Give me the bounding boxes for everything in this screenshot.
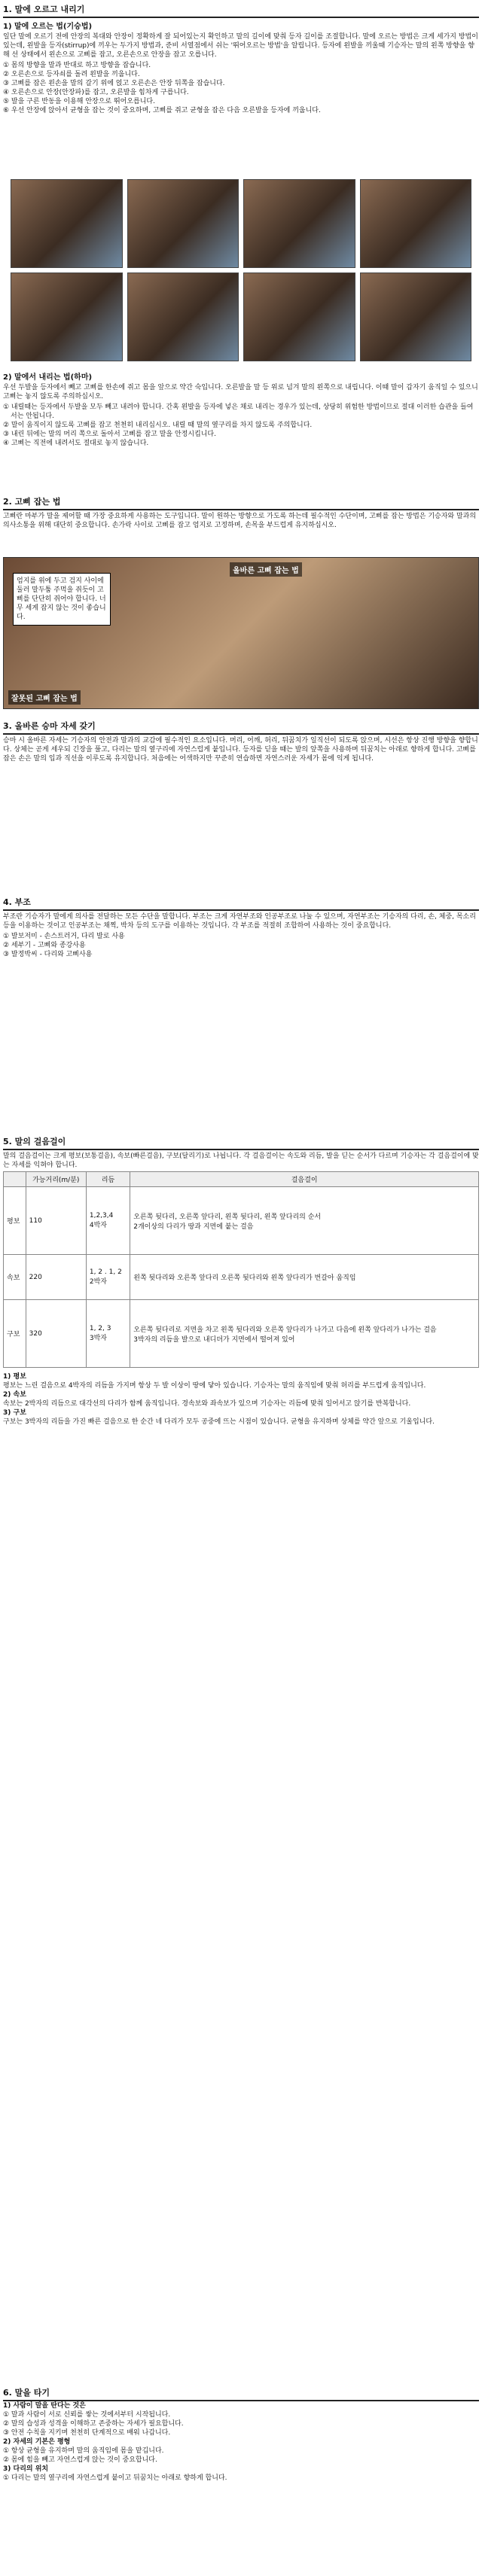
gaits-paragraph: 말의 걸음걸이는 크게 평보(보통걸음), 속보(빠른걸음), 구보(달리기)로 나뉩니다. 각 걸음걸이는 속도와 리듬, 발을 딛는 순서가 다르며 기승자는 각 걸음걸이에 맞는 자세를 익혀야 합니다.: [3, 1153, 479, 1169]
section-aids: [3, 896, 479, 959]
mount-step-photo: [11, 273, 123, 361]
list-item: ③ 고삐를 잡은 왼손을 말의 갈기 위에 얹고 오른손은 안장 뒤쪽을 잡습니다.: [3, 80, 225, 87]
aids-list: [3, 932, 479, 959]
mount-step-photo: [127, 273, 239, 361]
gait-name: 속보: [4, 1255, 26, 1300]
list-item: ③ 내린 뒤에는 말의 머리 쪽으로 돌아서 고삐를 잡고 말을 안정시킵니다.: [3, 431, 216, 438]
list-item: ② 세부기 - 고삐와 종강사용: [3, 942, 86, 949]
table-header: 가능거리(m/분): [26, 1172, 86, 1187]
list-item: 구보는 3박자의 리듬을 가진 빠른 걸음으로 한 순간 네 다리가 모두 공중에 뜨는 시점이 있습니다. 균형을 유지하며 상체를 약간 앞으로 기울입니다.: [3, 1418, 435, 1426]
mount-heading: 1) 말에 오르는 법(기승법): [3, 23, 93, 31]
mount-step-photo: [127, 179, 239, 268]
correct-grip-caption: 올바른 고삐 잡는 법: [230, 562, 302, 577]
list-item: ④ 고삐는 직전에 내려서도 절대로 놓지 않습니다.: [3, 440, 149, 447]
gait-table: [3, 1171, 479, 1368]
gait-rhythm: 1, 2, 3 3박자: [86, 1300, 130, 1368]
list-item: ① 발보저미 - 손스트러거, 다리 발로 사용: [3, 933, 125, 940]
section-reins: [3, 495, 479, 531]
table-header-row: [4, 1172, 479, 1187]
gait-description: 오른쪽 뒷다리, 오른쪽 앞다리, 왼쪽 뒷다리, 왼쪽 앞다리의 순서 2개이상의 다리가 땅과 지면에 붙는 걸음: [130, 1187, 479, 1255]
reins-callout: 엄지를 위에 두고 검지 사이에 둘러 말두툼 주먹을 쥐듯이 고삐를 단단히 쥐어야 합니다. 너무 세게 잡지 않는 것이 좋습니다.: [13, 573, 111, 626]
section-gaits: [3, 1135, 479, 1427]
list-item: ③ 안전 수칙을 지키며 천천히 단계적으로 배워 나갑니다.: [3, 2429, 171, 2437]
gait-rhythm: 1, 2 . 1, 2 2박자: [86, 1255, 130, 1300]
gait-description: 왼쪽 뒷다리와 오른쪽 앞다리 오른쪽 뒷다리와 왼쪽 앞다리가 번갈아 움직임: [130, 1255, 479, 1300]
section-title: 1. 말에 오르고 내리기: [3, 3, 479, 18]
section-title: 4. 부조: [3, 896, 479, 911]
list-item: 속보는 2박자의 리듬으로 대각선의 다리가 함께 움직입니다. 경속보와 좌속보가 있으며 기승자는 리듬에 맞춰 일어서고 앉기를 반복합니다.: [3, 1400, 411, 1408]
list-item: ④ 오른손으로 안장(안장파)를 잡고, 오른발을 힘차게 구릅니다.: [3, 89, 189, 96]
table-header: [4, 1172, 26, 1187]
gait-speed: 220: [26, 1255, 86, 1300]
dismount-heading: 2) 말에서 내리는 법(하마): [3, 373, 93, 382]
section-title: 6. 말을 타기: [3, 2386, 479, 2401]
list-item: ⑤ 발을 구른 반동을 이용해 안장으로 뛰어오릅니다.: [3, 98, 155, 105]
list-item: ② 말이 움직이지 않도록 고삐를 잡고 천천히 내리십시오. 내릴 때 말의 옆구리를 차지 않도록 주의합니다.: [3, 422, 313, 429]
section-title: 5. 말의 걸음걸이: [3, 1135, 479, 1150]
mount-paragraph: 일단 말에 오르기 전에 안장의 복대와 안장이 정확하게 잘 되어있는지 확인하고 말의 길이에 맞춰 등자 길이를 조절합니다. 말에 오르는 방법은 크게 세가지 방법이 있는데, 왼발을 등자(stirrup)에 끼우는 두가지 방법과, 준비 서열점에서 쉬는 '뛰어오르는 방법'을 알립니다. 등자에 왼발을 끼울때 기승자는 말의 왼쪽 방향을 향해 선 상태에서 왼손으로 고삐를 잡고, 오른손으로 안장을 잡고 오릅니다.: [3, 33, 478, 59]
gait-name: 구보: [4, 1300, 26, 1368]
section-posture: [3, 720, 479, 765]
mount-step-photo: [360, 179, 472, 268]
list-item: ① 다리는 말의 옆구리에 자연스럽게 붙이고 뒤꿈치는 아래로 향하게 합니다.: [3, 2474, 227, 2482]
section-riding: [3, 2386, 479, 2483]
list-item: 1) 평보: [3, 1373, 26, 1381]
riding-list: [3, 2401, 479, 2483]
list-item: ③ 발정박씨 - 다리와 고삐사용: [3, 951, 93, 958]
list-item: 평보는 느린 걸음으로 4박자의 리듬을 가지며 항상 두 발 이상이 땅에 닿아 있습니다. 기승자는 말의 움직임에 맞춰 허리를 부드럽게 움직입니다.: [3, 1382, 426, 1390]
list-item: ① 내릴때는 등자에서 두발을 모두 빼고 내려야 합니다. 간혹 왼발을 등자에 넣은 채로 내리는 경우가 있는데, 상당히 위험한 방법이므로 절대 이러한 습관을 들여서는 안됩니다.: [3, 403, 474, 420]
list-item: ⑥ 우선 안장에 앉아서 균형을 잡는 것이 중요하며, 고삐를 쥐고 균형을 잡은 다음 오른발을 등자에 끼웁니다.: [3, 107, 321, 114]
mount-step-photo: [243, 273, 355, 361]
gait-speed: 110: [26, 1187, 86, 1255]
list-item: ① 몸의 방향을 말과 반대로 하고 방향을 잡습니다.: [3, 62, 151, 69]
mount-step-photo: [360, 273, 472, 361]
section-title: 2. 고삐 잡는 법: [3, 495, 479, 510]
table-row: [4, 1300, 479, 1368]
list-item: ② 오른손으로 등자쇠를 돌려 왼발을 끼웁니다.: [3, 71, 140, 78]
list-item: 1) 사람이 말을 탄다는 것은: [3, 2402, 86, 2410]
list-item: 3) 구보: [3, 1409, 26, 1417]
dismount-paragraph: 우선 두발을 등자에서 빼고 고삐를 한손에 쥐고 몸을 앞으로 약간 숙입니다. 오른발을 말 등 위로 넘겨 말의 왼쪽으로 내립니다. 이때 말이 갑자기 움직일 수 있으니 고삐는 놓지 않도록 주의하십시오.: [3, 384, 478, 400]
aids-paragraph: 부조란 기승자가 말에게 의사를 전달하는 모든 수단을 말합니다. 부조는 크게 자연부조와 인공부조로 나눌 수 있으며, 자연부조는 기승자의 다리, 손, 체중, 목소리 등을 이용하는 것이고 인공부조는 채찍, 박차 등의 도구를 이용하는 것입니다. 각 부조를 적절히 조합하여 사용하는 것이 중요합니다.: [3, 913, 476, 930]
mounting-photo-grid: [11, 179, 471, 361]
section-mounting: [3, 3, 479, 115]
list-item: ② 말의 습성과 성격을 이해하고 존중하는 자세가 필요합니다.: [3, 2420, 184, 2428]
list-item: ② 몸에 힘을 빼고 자연스럽게 앉는 것이 중요합니다.: [3, 2456, 157, 2464]
table-header: 리듬: [86, 1172, 130, 1187]
gait-speed: 320: [26, 1300, 86, 1368]
dismount-steps: [3, 403, 479, 448]
reins-photo: [3, 557, 479, 709]
gait-description: 오른쪽 뒷다리로 지면을 차고 왼쪽 뒷다리와 오른쪽 앞다리가 나가고 다음에 왼쪽 앞다리가 나가는 걸음 3박자의 리듬을 발으로 내디뎌가 지면에서 떨어져 있어: [130, 1300, 479, 1368]
list-item: 3) 다리의 위치: [3, 2465, 49, 2473]
list-item: 2) 속보: [3, 1391, 26, 1399]
list-item: ① 항상 균형을 유지하며 말의 움직임에 몸을 맡깁니다.: [3, 2447, 164, 2455]
posture-paragraph: 승마 시 올바른 자세는 기승자의 안전과 말과의 교감에 필수적인 요소입니다. 머리, 어깨, 허리, 뒤꿈치가 일직선이 되도록 앉으며, 시선은 항상 진행 방향을 향합니다. 상체는 곧게 세우되 긴장을 풀고, 다리는 말의 옆구리에 자연스럽게 붙입니다. 등자를 딛을 때는 발의 앞쪽을 사용하며 뒤꿈치는 아래로 향하게 합니다. 고삐를 잡은 손은 말의 입과 직선을 이루도록 유지합니다. 처음에는 어색하지만 꾸준히 연습하면 자연스러운 자세가 몸에 익게 됩니다.: [3, 737, 478, 763]
reins-paragraph: 고삐란 마부가 말을 제어할 때 가장 중요하게 사용하는 도구입니다. 말이 원하는 방향으로 가도록 하는데 필수적인 수단이며, 고삐를 잡는 방법은 기승자와 말과의 의사소통을 위해 대단히 중요합니다. 손가락 사이로 고삐를 잡고 엄지로 고정하며, 손목을 부드럽게 유지하십시오.: [3, 513, 477, 529]
list-item: 2) 자세의 기본은 평형: [3, 2438, 71, 2446]
wrong-grip-caption: 잘못된 고삐 잡는 법: [8, 690, 81, 705]
mount-step-photo: [243, 179, 355, 268]
gait-notes: [3, 1372, 479, 1427]
mount-steps: [3, 61, 479, 115]
gait-rhythm: 1,2,3,4 4박자: [86, 1187, 130, 1255]
table-header: 걸음걸이: [130, 1172, 479, 1187]
table-row: [4, 1255, 479, 1300]
mount-step-photo: [11, 179, 123, 268]
gait-name: 평보: [4, 1187, 26, 1255]
section-title: 3. 올바른 승마 자세 갖기: [3, 720, 479, 735]
list-item: ① 말과 사람이 서로 신뢰를 쌓는 것에서부터 시작됩니다.: [3, 2411, 171, 2419]
section-dismount: [3, 369, 479, 448]
table-row: [4, 1187, 479, 1255]
